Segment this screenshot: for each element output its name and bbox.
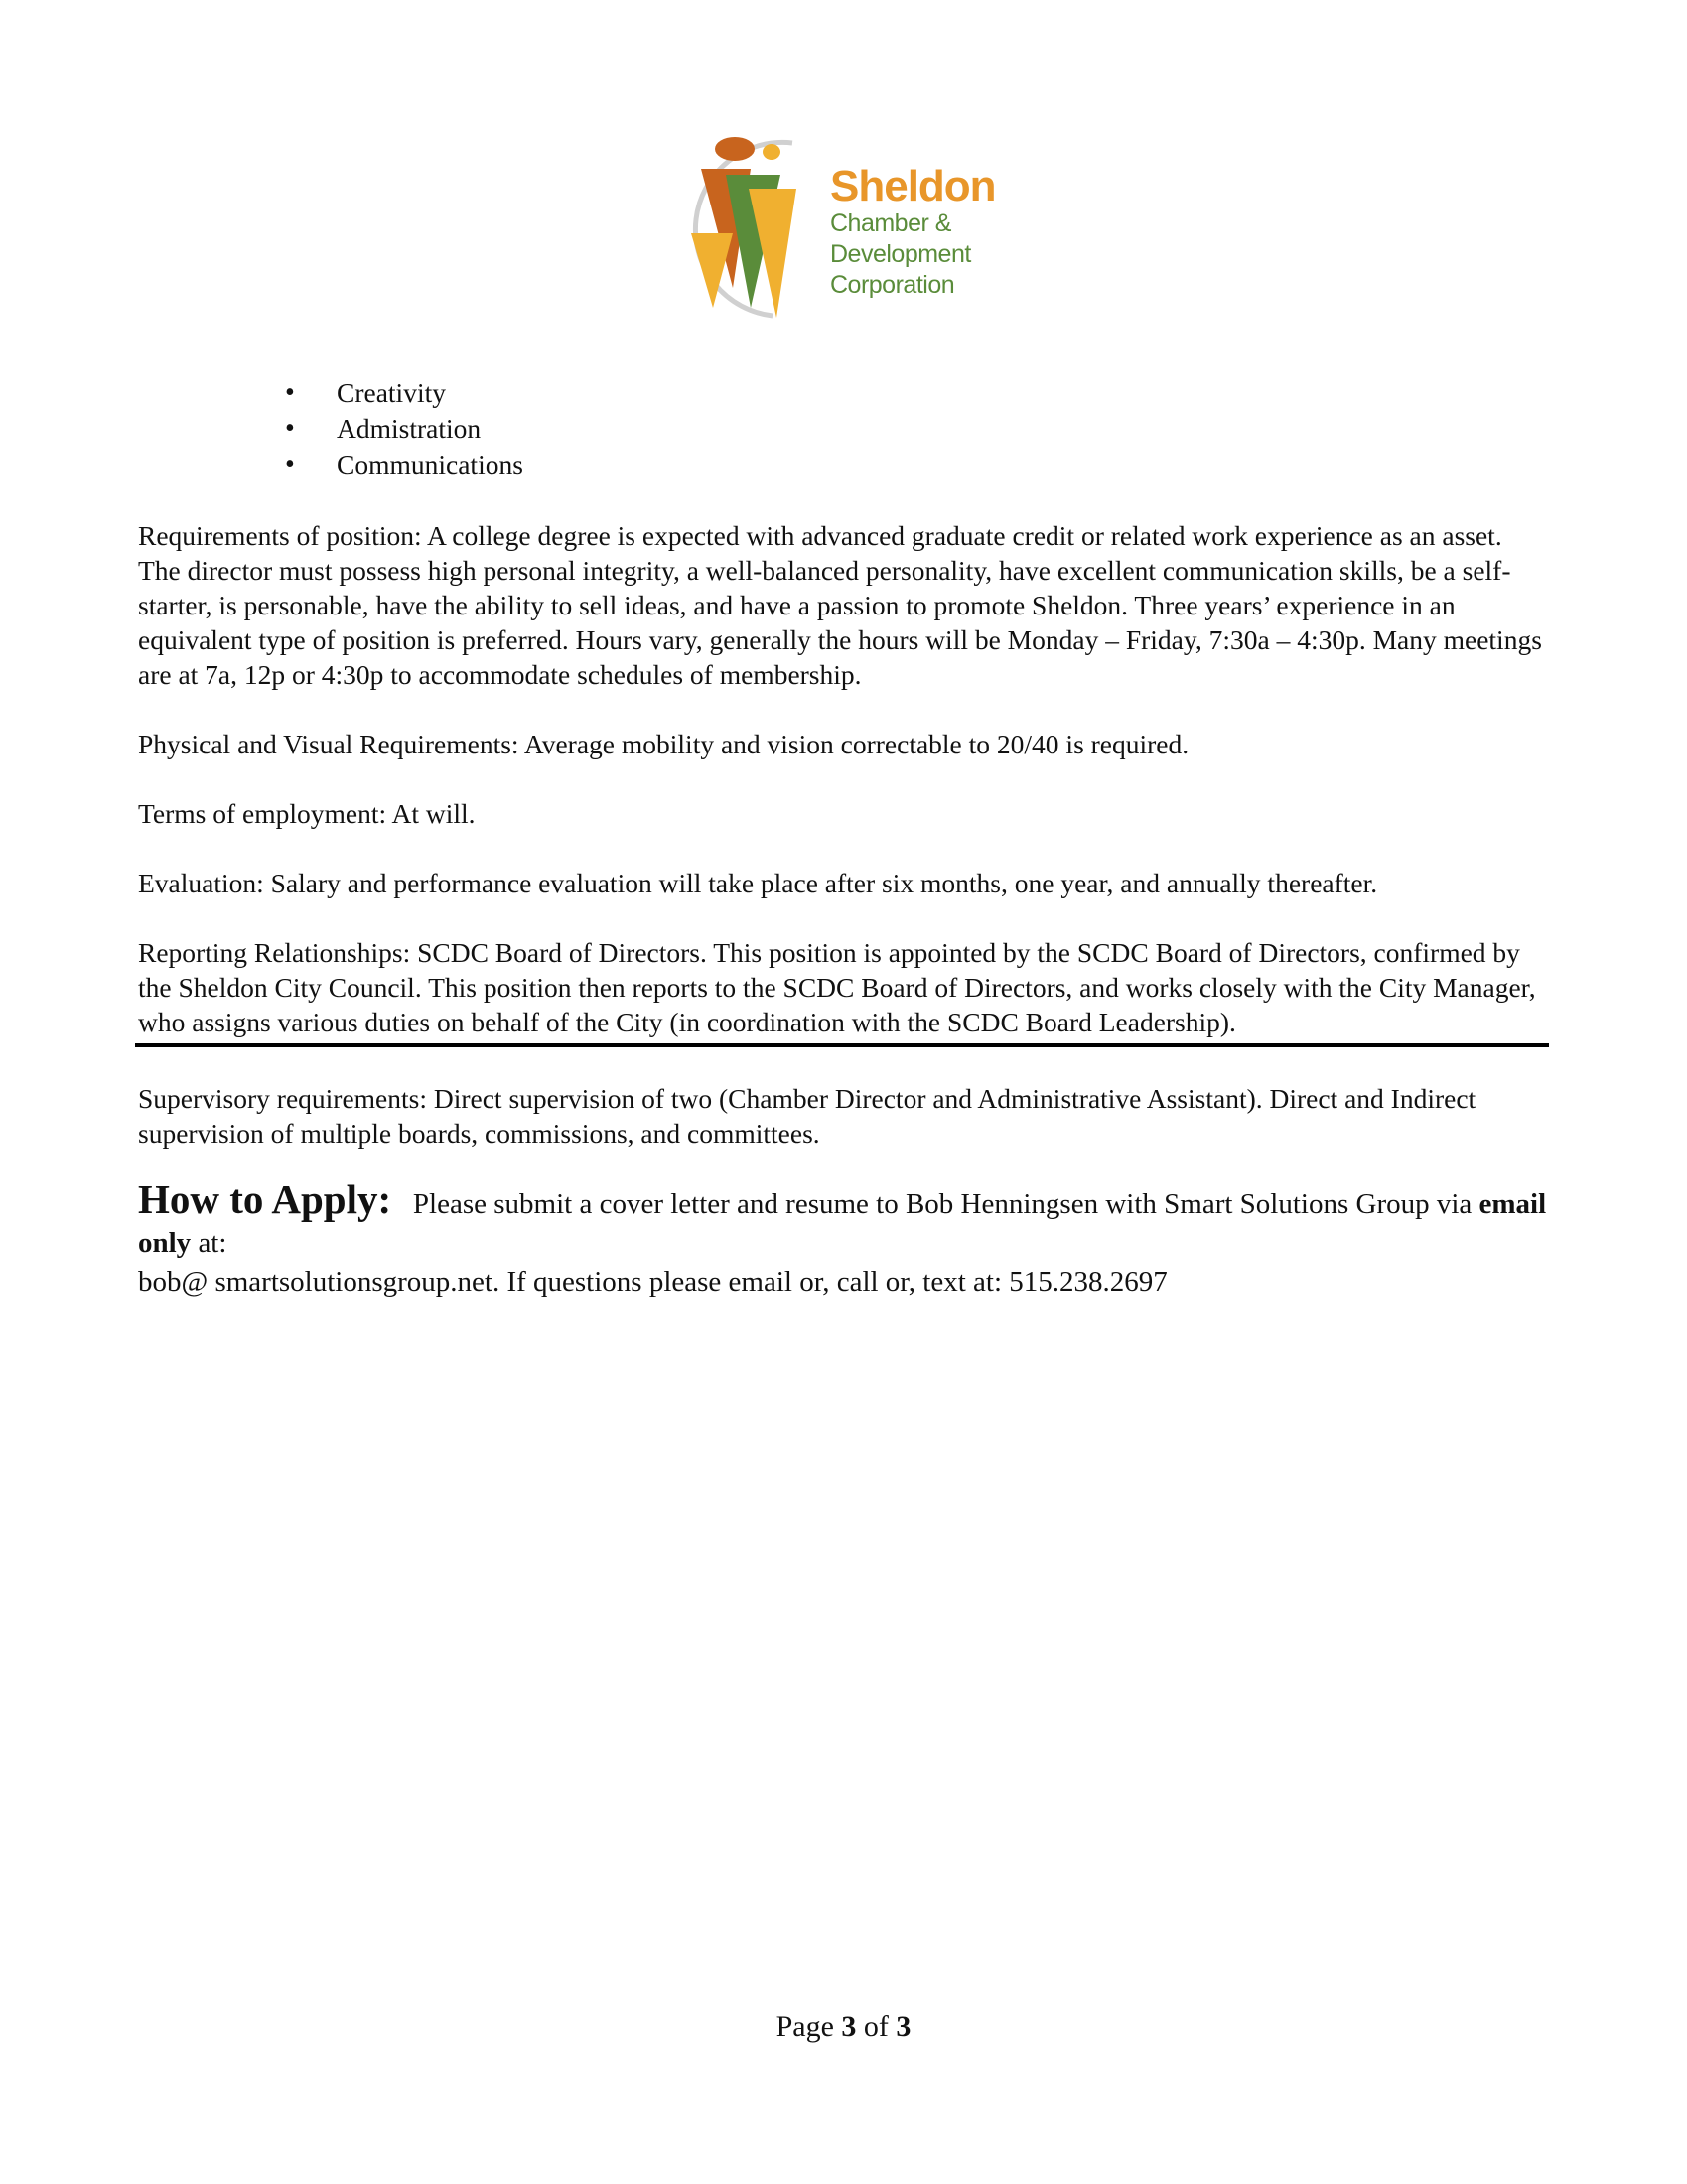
apply-contact-line: bob@ smartsolutionsgroup.net. If questions please email or, call or, text at: 515.238.2697: [138, 1266, 1168, 1297]
how-to-apply-section: [138, 1176, 1548, 1301]
page-prefix: Page: [775, 2010, 834, 2043]
apply-email-only: email only: [138, 1188, 1547, 1259]
logo-line-3: Corporation: [830, 271, 955, 299]
logo-line-2: Development: [830, 240, 971, 268]
list-item: • Admistration: [138, 411, 1548, 447]
list-item: • Creativity: [138, 375, 1548, 411]
apply-text-2: at:: [198, 1227, 227, 1259]
document-body: [138, 375, 1548, 1301]
supervisory-paragraph: Supervisory requirements: Direct supervision of two (Chamber Director and Administrative Assistant). Direct and Indirect supervision of multiple boards, commissions, and committees.: [138, 1083, 1476, 1149]
logo-line-1: Chamber &: [830, 209, 951, 237]
list-item: • Communications: [138, 447, 1548, 482]
page-total: 3: [896, 2010, 912, 2043]
page-current: 3: [841, 2010, 857, 2043]
section-divider: [135, 1043, 1549, 1047]
requirements-paragraph: Requirements of position: A college degree is expected with advanced graduate credit or related work experience as an asset. The director must possess high personal integrity, a well-balanced personality, have excellent communication skills, be a self-starter, is personable, have the ability to sell ideas, and have a passion to promote Sheldon. Three years’ experience in an equivalent type of position is preferred. Hours vary, generally the hours will be Monday – Friday, 7:30a – 4:30p. Many meetings are at 7a, 12p or 4:30p to accommodate schedules of membership.: [138, 520, 1542, 690]
apply-text-1: Please submit a cover letter and resume to Bob Henningsen with Smart Solutions Group via: [412, 1188, 1473, 1220]
terms-paragraph: Terms of employment: At will.: [138, 798, 476, 829]
skills-list: [138, 375, 1548, 482]
page-number-footer: [0, 2010, 1687, 2044]
evaluation-paragraph: Evaluation: Salary and performance evaluation will take place after six months, one year, and annually thereafter.: [138, 868, 1378, 898]
sheldon-logo: [671, 119, 1025, 323]
logo-name: Sheldon: [830, 162, 996, 210]
logo-figures-graphic: [671, 119, 830, 323]
physical-requirements-paragraph: Physical and Visual Requirements: Average mobility and vision correctable to 20/40 is required.: [138, 729, 1190, 759]
how-to-apply-heading: How to Apply:: [138, 1176, 392, 1222]
page-of: of: [863, 2010, 889, 2043]
logo-wordmark: [830, 162, 996, 301]
reporting-paragraph: Reporting Relationships: SCDC Board of Directors. This position is appointed by the SCDC Board of Directors, confirmed by the Sheldon City Council. This position then reports to the SCDC Board of Directors, and works closely with the City Manager, who assigns various duties on behalf of the City (in coordination with the SCDC Board Leadership).: [138, 937, 1536, 1037]
